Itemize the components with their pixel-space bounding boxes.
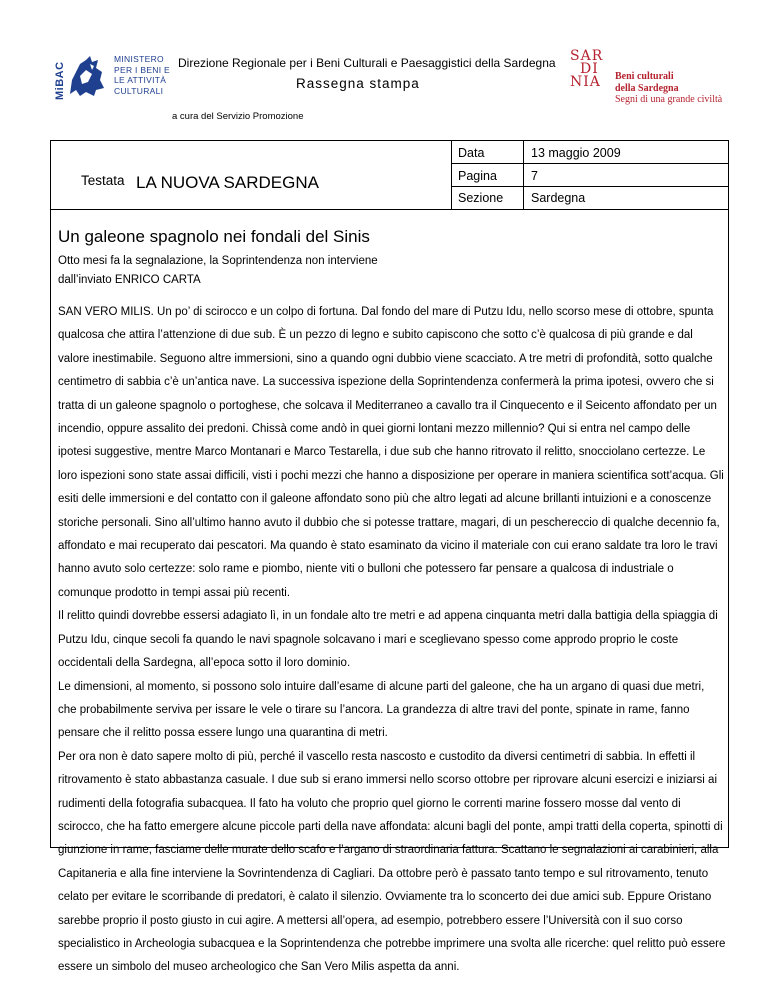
article-paragraph: Le dimensioni, al momento, si possono solo intuire dall’esame di alcune parti del galeone, che ha un argano di quasi due metri, che probabilmente serviva per issare le vele o tirare su l’ancora. La grandezza di altre travi del ponte, spinate in rame, fanno pensare che il relitto possa essere lungo una quarantina di metri. (58, 680, 705, 740)
ministry-abbrev: MiBAC (54, 61, 66, 100)
article-paragraph: Il relitto quindi dovrebbe essersi adagiato lì, in un fondale alto tre metri e ad appena cinquanta metri dalla battigia della spiaggia di Putzu Idu, cinque secoli fa quando le navi spagnole solcavano i mari e sceglievano spesso come approdo proprio le coste occidentali della Sardegna, all’epoca sotto il loro dominio. (58, 610, 718, 670)
header-title: Direzione Regionale per i Beni Culturali e Paesaggistici della Sardegna (178, 56, 556, 70)
horses-emblem-icon (66, 54, 106, 98)
pagina-value: 7 (531, 169, 538, 183)
article-body (58, 301, 726, 980)
sezione-value: Sardegna (531, 191, 586, 205)
sardinia-logo (570, 50, 730, 106)
newspaper-name: LA NUOVA SARDEGNA (136, 173, 319, 192)
masthead-table (51, 141, 728, 210)
sardinia-monogram: SAR DI NIA (570, 48, 604, 90)
header-curated-by: a cura del Servizio Promozione (172, 111, 304, 122)
table-divider (451, 163, 728, 164)
table-divider (523, 141, 524, 209)
data-label: Data (458, 146, 485, 160)
data-value: 13 maggio 2009 (531, 146, 621, 160)
testata-label: Testata (81, 173, 125, 188)
article-paragraph: Per ora non è dato sapere molto di più, perché il vascello resta nascosto e custodito da diversi centimetri di sabbia. In effetti il ritrovamento è stato abbastanza casuale. I due sub si erano immersi nello scorso ottobre per riprovare alcuni esercizi e iniziarsi ai rudimenti della fotografia subacquea. Il fato ha voluto che proprio quel giorno le correnti marine fossero mosse dal vento di scirocco, che ha fatto emergere alcune piccole parti della nave affondata: alcuni bagli del ponte, ampi tratti della coperta, spinotti di giunzione in rame, fasciame delle murate dello scafo e l’argano di straordinaria fattura. Scattano le segnalazioni ai carabinieri, alla Capitaneria e alla fine interviene la Sovrintendenza di Cagliari. Da ottobre però è passato tanto tempo e sul ritrovamento, tenuto celato per evitare le scorribande di predatori, è calato il silenzio. Ovviamente tra lo sconcerto dei due amici sub. Eppure Oristano sarebbe proprio il posto giusto in cui agire. A mettersi all’opera, ad esempio, potrebbero essere l’Università con il suo corso specialistico in Archeologia subacquea e la Soprintendenza che potrebbe imprimere una svolta alle ricerche: quel relitto può essere essere un simbolo del museo archeologico che San Vero Milis aspetta da anni. (58, 750, 726, 974)
header-subtitle: Rassegna stampa (296, 76, 420, 91)
article-byline: dall’inviato ENRICO CARTA (58, 274, 201, 286)
table-divider (451, 186, 728, 187)
ministry-name: MINISTERO PER I BENI E LE ATTIVITÀ CULTURALI (114, 54, 171, 96)
article-headline: Un galeone spagnolo nei fondali del Sinis (58, 227, 370, 246)
article-subhead: Otto mesi fa la segnalazione, la Soprintendenza non interviene (58, 255, 378, 267)
table-divider (451, 141, 452, 209)
article-paragraph: SAN VERO MILIS. Un po’ di scirocco e un colpo di fortuna. Dal fondo del mare di Putzu Idu, nello scorso mese di ottobre, spunta qualcosa che attira l’attenzione di due sub. È un pezzo di legno e subito capiscono che sotto c’è qualcosa di più grande e dal valore inestimabile. Seguono altre immersioni, sino a quando ogni dubbio viene scacciato. A tre metri di profondità, sotto qualche centimetro di sabbia c’è un’antica nave. La successiva ispezione della Soprintendenza confermerà la prima ipotesi, ovvero che si tratta di un galeone spagnolo o portoghese, che solcava il Mediterraneo a cavallo tra il Cinquecento e il Seicento affondato per un incendio, oppure assalito dei predoni. Chissà come andò in quei giorni lontani mezzo millennio? Qui si entra nel campo delle ipotesi suggestive, mentre Marco Montanari e Marco Testarella, i due sub che hanno ritrovato il relitto, snocciolano certezze. Le loro ispezioni sono state assai difficili, visti i pochi mezzi che hanno a disposizione per operare in maniera scientifica sott’acqua. Gli esiti delle immersioni e del contatto con il galeone affondato sono più che altro legati ad alcune brillanti intuizioni e a conoscenze storiche personali. Sino all’ultimo hanno avuto il dubbio che si potesse trattare, magari, di un peschereccio di qualche decennio fa, affondato e mai recuperato dai pescatori. Ma quando è stato esaminato da vicino il materiale con cui erano saldate tra loro le travi hanno avuto solo certezze: solo rame e piombo, niente viti o bulloni che potessero far pensare a qualcosa di industriale o comunque prodotto in tempi assai più recenti. (58, 306, 724, 599)
ministry-logo (52, 50, 172, 108)
article-frame (50, 140, 729, 974)
pagina-label: Pagina (458, 169, 497, 183)
sezione-label: Sezione (458, 191, 504, 205)
sardinia-text: Beni culturali della Sardegna Segni di una grande civiltà (615, 71, 723, 105)
